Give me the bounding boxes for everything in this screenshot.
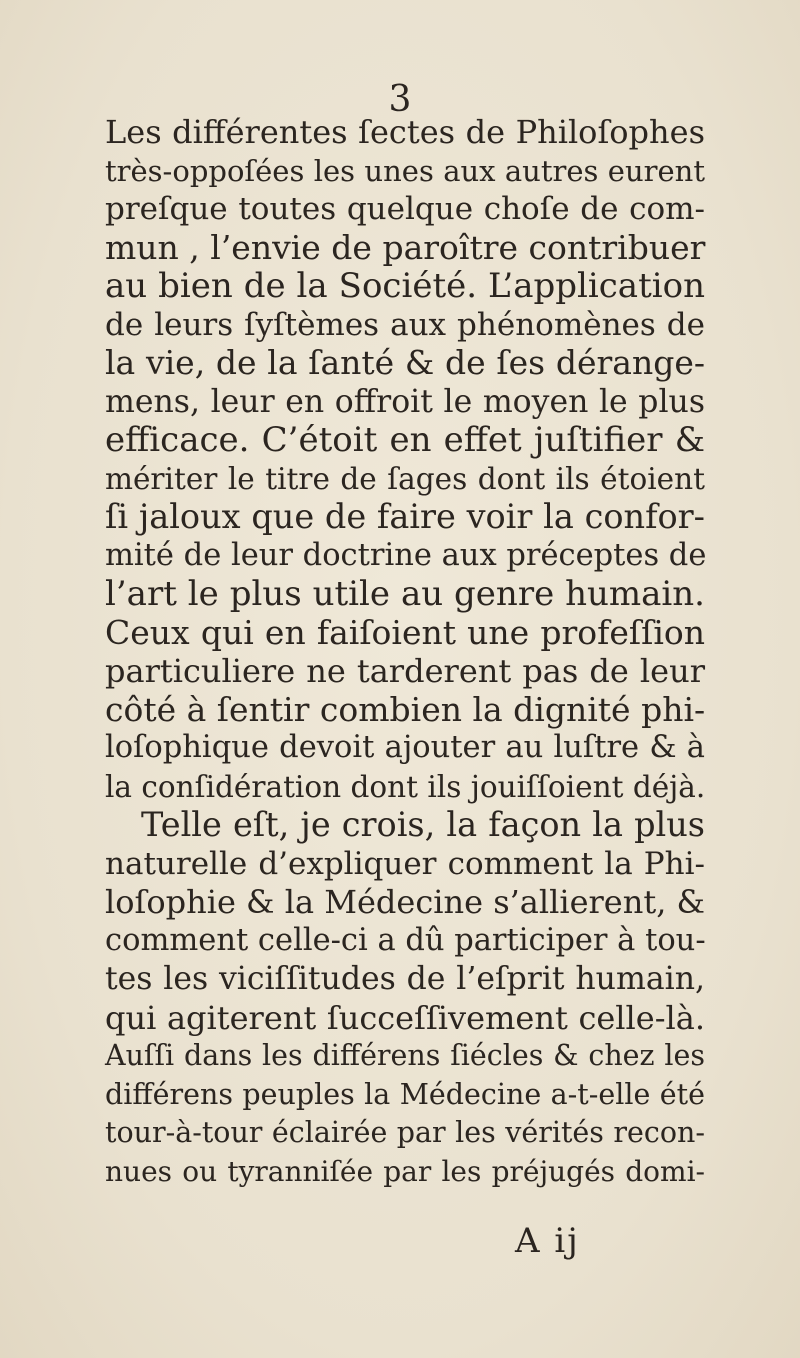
text-line: loſophie & la Médecine s’allierent, & <box>105 883 706 921</box>
text-line: tour-à-tour éclairée par les vérités recon- <box>105 1116 705 1149</box>
text-line: au bien de la Société. L’application <box>105 266 705 306</box>
text-line: efficace. C’étoit en effet juſtifier & <box>105 420 705 460</box>
text-line: la conſidération dont ils jouiſſoient déjà. <box>105 769 706 804</box>
text-line: la vie, de la ſanté & de ſes dérange- <box>105 343 705 382</box>
page-number: 3 <box>388 79 412 120</box>
text-line: côté à ſentir combien la dignité phi- <box>105 689 706 729</box>
text-line: mité de leur doctrine aux préceptes de <box>105 537 707 573</box>
text-line: preſque toutes quelque choſe de com- <box>105 191 705 227</box>
text-line: l’art le plus utile au genre humain. <box>105 574 705 614</box>
text-line: loſophique devoit ajouter au luſtre & à <box>105 730 705 765</box>
text-line: de leurs ſyſtèmes aux phénomènes de <box>105 306 705 343</box>
text-line: mun , l’envie de paroître contribuer <box>105 227 706 267</box>
text-line: nues ou tyranniſée par les préjugés domi- <box>105 1154 705 1188</box>
body-text <box>105 113 705 1191</box>
text-line: mens, leur en offroit le moyen le plus <box>105 383 705 420</box>
signature-mark: A ij <box>515 1221 580 1261</box>
text-line: Les différentes ſectes de Philoſophes <box>105 113 705 151</box>
text-line: qui agiterent ſucceſſivement celle-là. <box>105 998 705 1037</box>
text-line: très-oppoſées les unes aux autres eurent <box>105 153 705 188</box>
text-line: naturelle d’expliquer comment la Phi- <box>105 845 705 882</box>
text-line: comment celle-ci a dû participer à tou- <box>105 922 706 958</box>
text-line: Auſſi dans les différens ſiécles & chez les <box>105 1039 705 1072</box>
text-line: différens peuples la Médecine a-t-elle été <box>105 1077 705 1111</box>
text-line: particuliere ne tarderent pas de leur <box>105 652 705 690</box>
text-line: tes les viciſſitudes de l’eſprit humain, <box>105 961 705 997</box>
text-line: Telle eſt, je crois, la façon la plus <box>141 805 705 844</box>
text-line: ſi jaloux que de faire voir la confor- <box>105 497 705 536</box>
text-line: mériter le titre de ſages dont ils étoient <box>105 461 705 496</box>
text-line: Ceux qui en faiſoient une profeſſion <box>105 612 705 652</box>
